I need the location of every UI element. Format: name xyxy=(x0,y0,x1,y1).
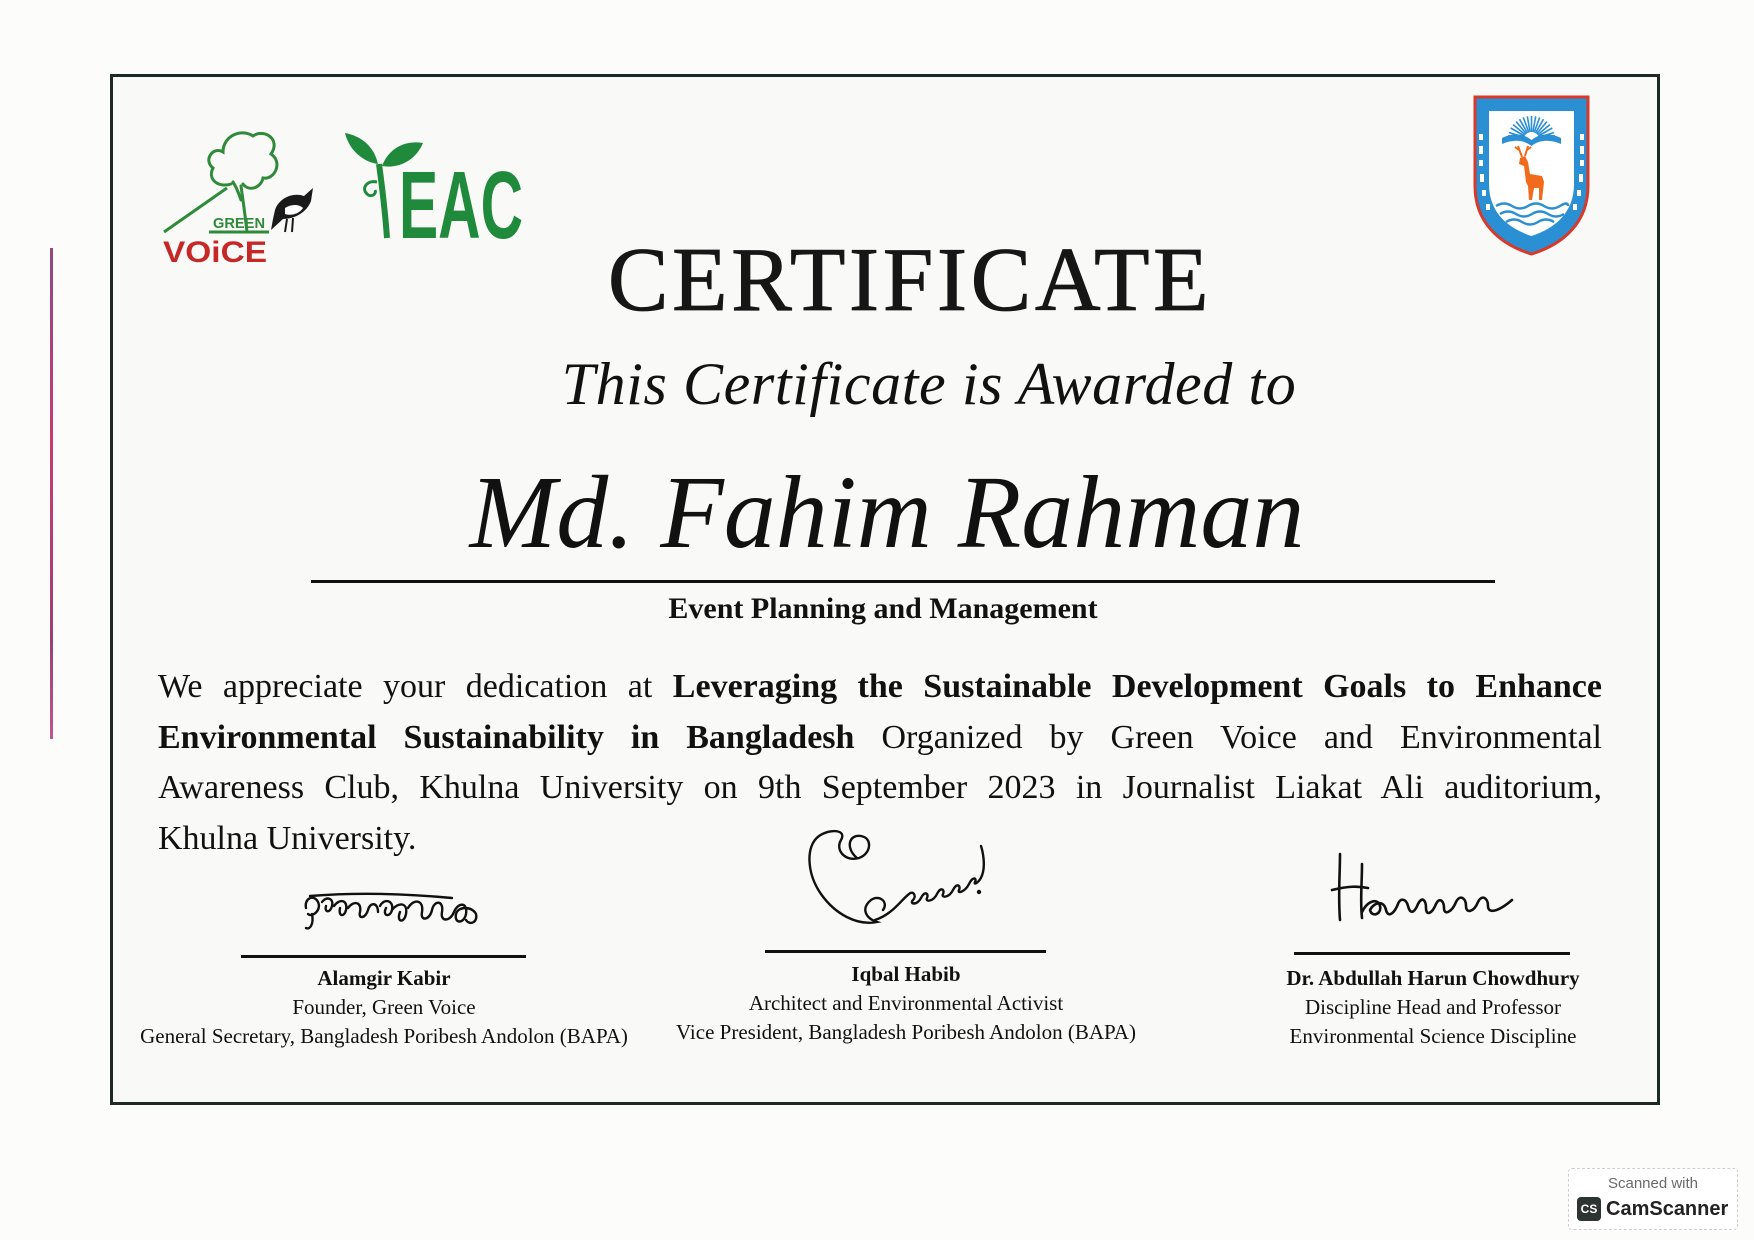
recipient-role: Event Planning and Management xyxy=(668,592,1098,625)
paragraph-line xyxy=(158,662,1602,713)
signatory-name: Iqbal Habib xyxy=(851,962,961,986)
paragraph-text: Organized by Green Voice and Environmental xyxy=(854,718,1602,756)
green-voice-logo-voice-text: VOiCE xyxy=(163,236,267,269)
scan-edge-mark xyxy=(50,248,53,739)
green-voice-logo-green-text: GREEN xyxy=(213,215,265,232)
recipient-underline xyxy=(311,580,1495,583)
signatory-title: General Secretary, Bangladesh Poribesh Andolon (BAPA) xyxy=(140,1024,628,1048)
sprout-stem xyxy=(379,164,387,238)
scanned-with-label: Scanned with xyxy=(1607,1175,1699,1192)
university-crest xyxy=(1472,94,1591,257)
green-voice-logo xyxy=(161,124,316,269)
recipient-name: Md. Fahim Rahman xyxy=(469,455,1305,570)
magpie-bird-icon xyxy=(271,188,313,232)
signature-line xyxy=(241,955,526,958)
camscanner-brand xyxy=(1577,1197,1728,1221)
signature-harun xyxy=(1328,850,1520,928)
camscanner-icon: CS xyxy=(1577,1197,1601,1221)
signatory-title: Architect and Environmental Activist xyxy=(748,991,1064,1015)
eac-logo-text: EAC xyxy=(399,152,523,259)
paragraph-text: Khulna University. xyxy=(158,819,417,857)
awarded-to-line: This Certificate is Awarded to xyxy=(561,351,1297,417)
signatory-title: Discipline Head and Professor xyxy=(1304,995,1562,1019)
camscanner-watermark xyxy=(1568,1168,1738,1230)
sprout-curl xyxy=(365,182,377,196)
paragraph-text: We appreciate your dedication at xyxy=(158,668,673,705)
signature-line xyxy=(765,950,1046,953)
signatory-name: Alamgir Kabir xyxy=(317,966,451,990)
certificate-title: CERTIFICATE xyxy=(607,229,1213,330)
signatory-block-iqbal-habib xyxy=(646,960,1166,1047)
camscanner-name: CamScanner xyxy=(1606,1197,1729,1220)
signature-alamgir-kabir xyxy=(300,886,490,936)
signature-line xyxy=(1294,952,1570,955)
signatory-block-alamgir-kabir xyxy=(114,964,654,1051)
event-title-text: Leveraging the Sustainable Development Goals to Enhance xyxy=(672,668,1602,705)
signatory-block-abdullah-harun-chowdhury xyxy=(1233,964,1633,1051)
signatory-title: Founder, Green Voice xyxy=(292,995,476,1019)
eac-logo xyxy=(341,130,525,259)
signatory-name: Dr. Abdullah Harun Chowdhury xyxy=(1286,966,1580,990)
signature-iqbal-habib xyxy=(805,828,997,934)
paragraph-line xyxy=(158,713,1602,764)
event-title-text: Environmental Sustainability in Bangladesh xyxy=(158,718,855,756)
signatory-title: Vice President, Bangladesh Poribesh Andolon (BAPA) xyxy=(676,1020,1136,1044)
paragraph-text: Awareness Club, Khulna University on 9th September 2023 in Journalist Liakat Ali auditorium, xyxy=(158,769,1602,806)
paragraph-line xyxy=(158,763,1602,814)
signatory-title: Environmental Science Discipline xyxy=(1289,1024,1577,1048)
